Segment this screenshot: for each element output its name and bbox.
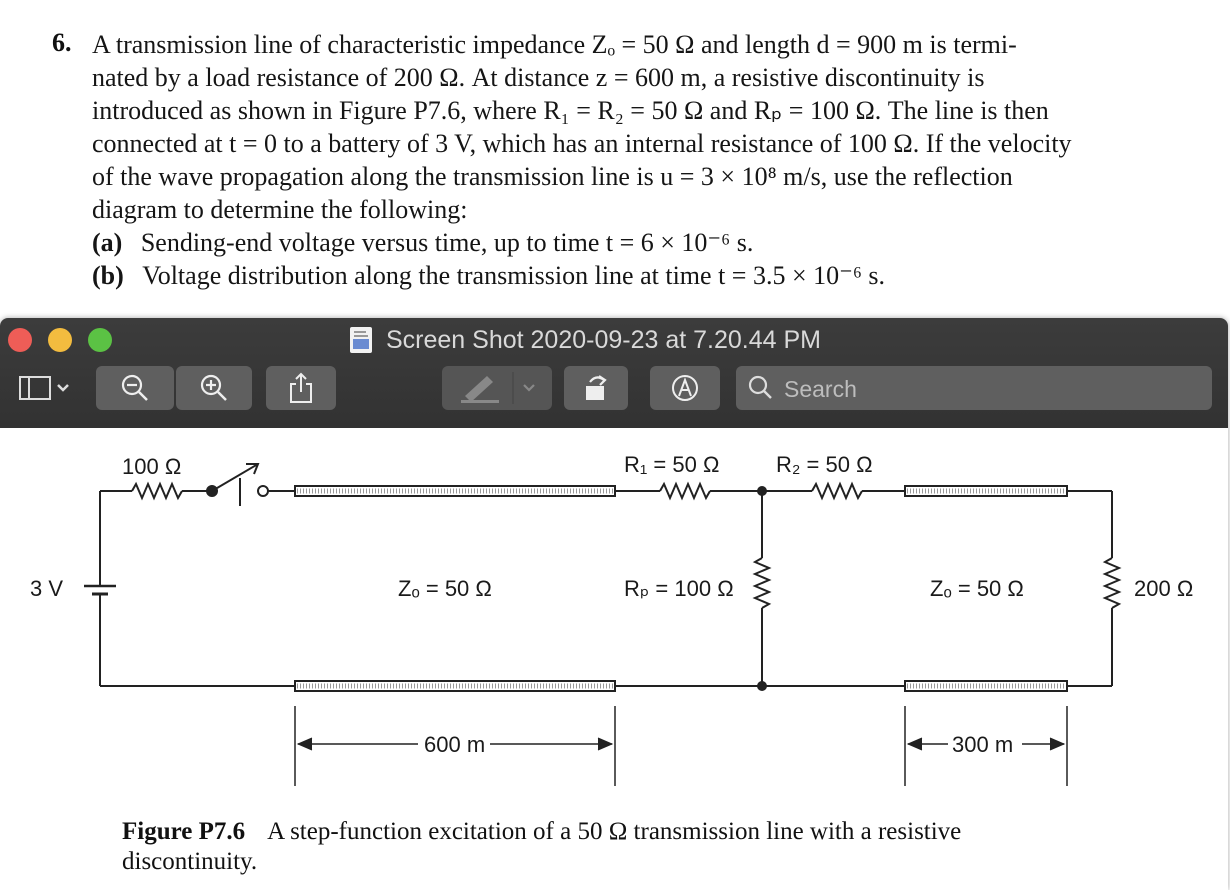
r1-resistor bbox=[660, 484, 710, 498]
r2-resistor bbox=[812, 484, 862, 498]
problem-line-5: of the wave propagation along the transmission line is u = 3 × 10⁸ m/s, use the reflection bbox=[92, 162, 1013, 191]
zoom-in-icon bbox=[199, 373, 229, 403]
problem-line-3: introduced as shown in Figure P7.6, where R₁ = R₂ = 50 Ω and Rₚ = 100 Ω. The line is then bbox=[92, 96, 1049, 125]
part-b bbox=[92, 259, 885, 292]
zoom-in-button[interactable] bbox=[176, 366, 252, 410]
markup-button[interactable] bbox=[650, 366, 720, 410]
zoom-window-button[interactable] bbox=[88, 328, 112, 352]
r1-label: R₁ = 50 Ω bbox=[624, 452, 720, 477]
part-a-text: Sending-end voltage versus time, up to time t = 6 × 10⁻⁶ s. bbox=[140, 228, 754, 257]
zoom-out-button[interactable] bbox=[96, 366, 174, 410]
battery-label: 3 V bbox=[30, 576, 64, 601]
z0-left-label: Zₒ = 50 Ω bbox=[398, 576, 492, 601]
minimize-window-button[interactable] bbox=[48, 328, 72, 352]
search-icon bbox=[746, 373, 776, 403]
problem-line-4: connected at t = 0 to a battery of 3 V, which has an internal resistance of 100 Ω. If the velocity bbox=[92, 129, 1072, 158]
close-window-button[interactable] bbox=[8, 328, 32, 352]
length-right-label: 300 m bbox=[952, 732, 1014, 757]
problem-statement bbox=[0, 0, 1230, 320]
z0-right-label: Zₒ = 50 Ω bbox=[930, 576, 1024, 601]
figure-caption-line-2: discontinuity. bbox=[122, 848, 258, 875]
r2-label: R₂ = 50 Ω bbox=[776, 452, 873, 477]
title-bar[interactable] bbox=[0, 318, 1228, 429]
part-a-label: (a) bbox=[92, 228, 123, 257]
switch-contact bbox=[258, 486, 268, 496]
document-icon bbox=[350, 327, 372, 353]
rp-label: Rₚ = 100 Ω bbox=[624, 576, 734, 601]
sidebar-toggle-button[interactable] bbox=[10, 366, 82, 410]
search-input[interactable] bbox=[782, 372, 1206, 406]
caption-text: A step-function excitation of a 50 Ω transmission line with a resistive bbox=[267, 818, 962, 845]
switch-arm bbox=[212, 464, 258, 491]
rotate-button[interactable] bbox=[564, 366, 628, 410]
load-label: 200 Ω bbox=[1134, 576, 1194, 601]
share-button[interactable] bbox=[266, 366, 336, 410]
rotate-icon bbox=[580, 372, 612, 404]
highlight-pen-icon bbox=[447, 370, 547, 406]
window-title: Screen Shot 2020-09-23 at 7.20.44 PM bbox=[386, 326, 822, 354]
caption-label: Figure P7.6 bbox=[122, 818, 246, 845]
sidebar-icon bbox=[16, 373, 76, 403]
share-icon bbox=[288, 372, 314, 404]
part-b-text: Voltage distribution along the transmission line at time t = 3.5 × 10⁻⁶ s. bbox=[142, 261, 886, 290]
search-box[interactable] bbox=[736, 366, 1212, 410]
problem-line-6: diagram to determine the following: bbox=[92, 195, 468, 224]
problem-number: 6. bbox=[52, 28, 72, 57]
problem-line-1: A transmission line of characteristic impedance Zₒ = 50 Ω and length d = 900 m is termi- bbox=[92, 30, 1017, 59]
problem-line-2: nated by a load resistance of 200 Ω. At distance z = 600 m, a resistive discontinuity is bbox=[92, 63, 985, 92]
preview-window bbox=[0, 318, 1228, 890]
source-resistor bbox=[132, 484, 182, 498]
markup-icon bbox=[669, 372, 701, 404]
source-resistance-label: 100 Ω bbox=[122, 454, 182, 479]
part-b-label: (b) bbox=[92, 261, 124, 290]
circuit-figure bbox=[0, 428, 1228, 890]
zoom-out-icon bbox=[120, 373, 150, 403]
highlight-button[interactable] bbox=[442, 366, 552, 410]
figure-caption bbox=[122, 818, 961, 846]
length-left-label: 600 m bbox=[424, 732, 486, 757]
load-resistor bbox=[1105, 558, 1119, 608]
rp-resistor bbox=[755, 558, 769, 608]
part-a bbox=[92, 226, 753, 259]
